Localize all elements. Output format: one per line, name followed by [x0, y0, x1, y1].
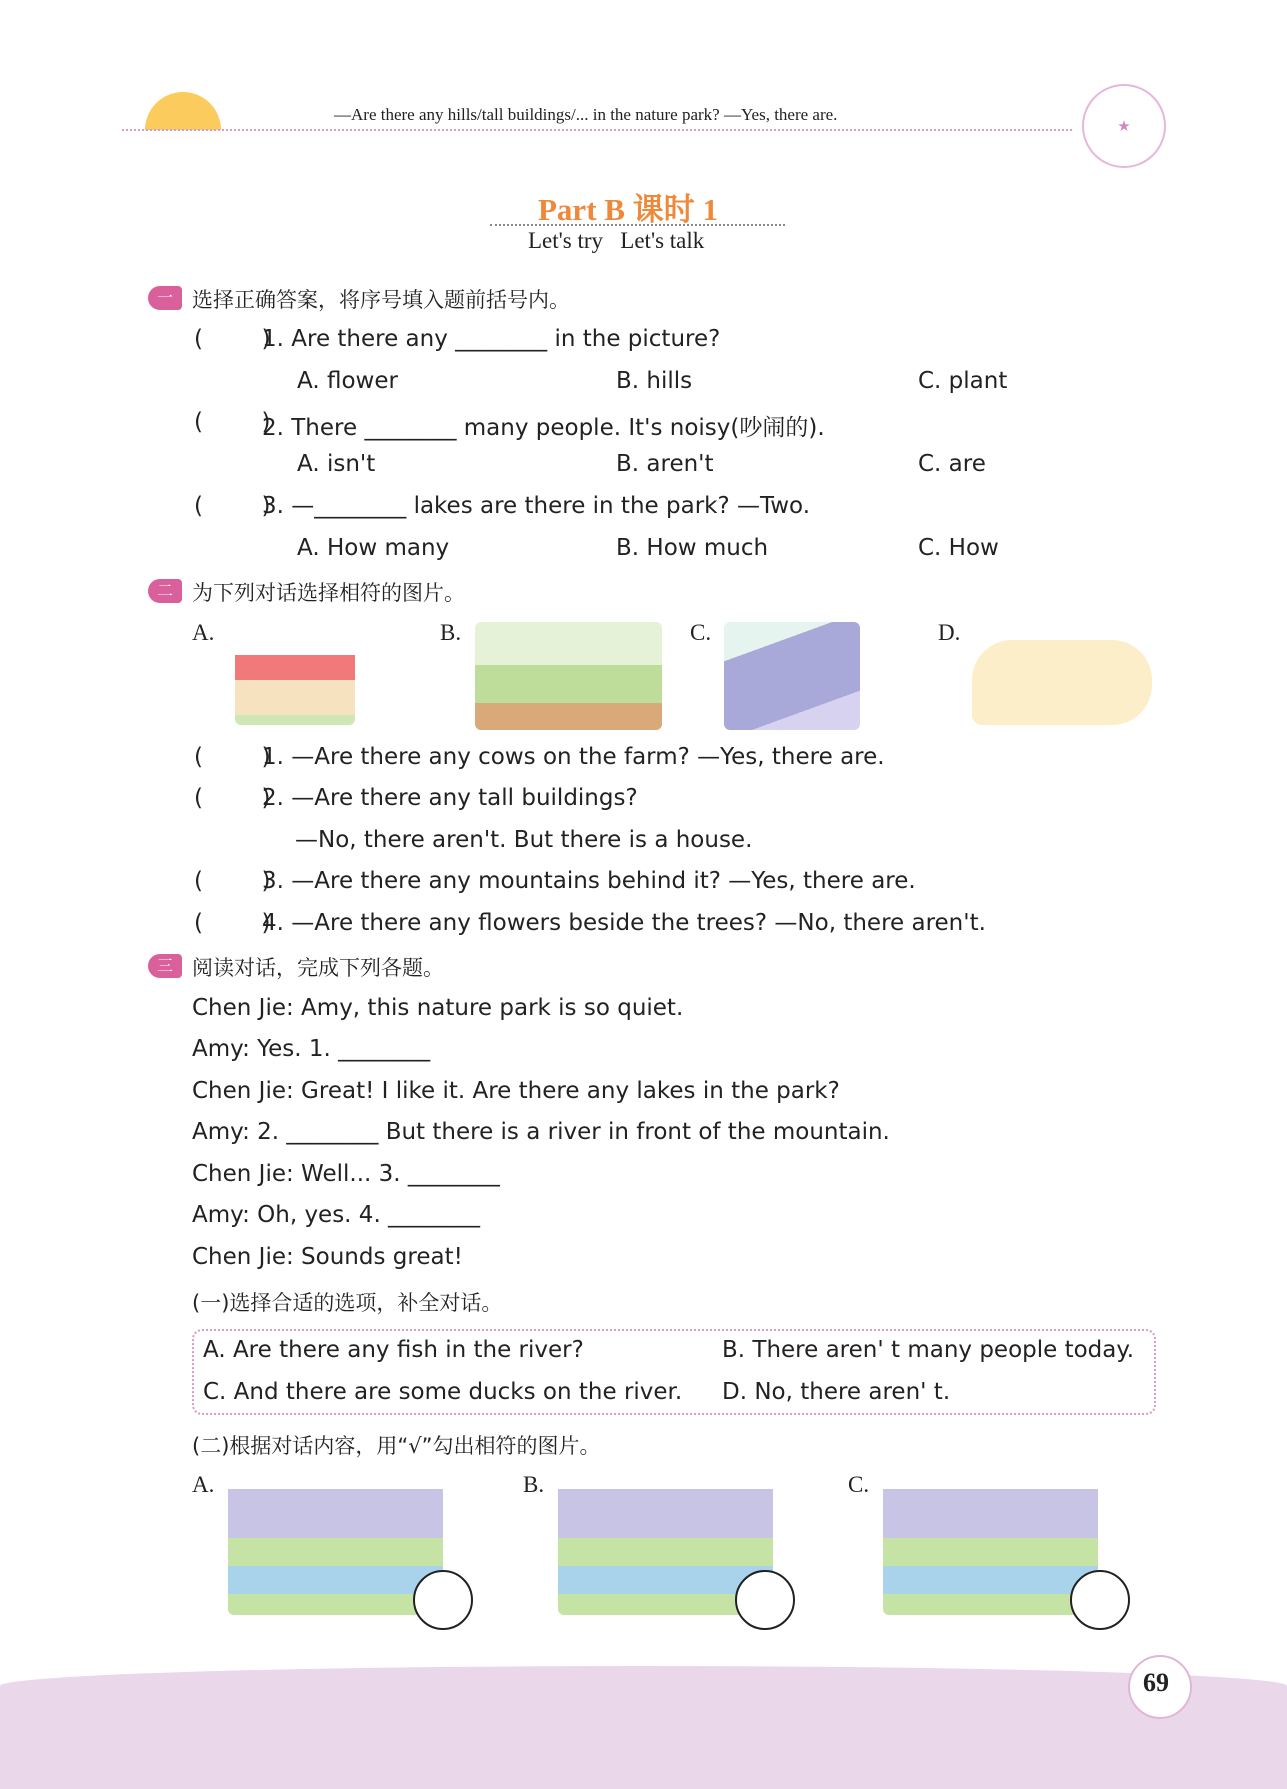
answer-paren[interactable]: ( )	[194, 409, 271, 435]
answer-paren[interactable]: ( )	[194, 868, 271, 894]
part-2-instruction: (二)根据对话内容，用“√”勾出相符的图片。	[192, 1434, 601, 1458]
option-b: B. hills	[616, 368, 693, 394]
mountains-picture	[724, 622, 860, 730]
picture-label-a: A.	[192, 1472, 215, 1497]
house-picture	[235, 625, 355, 725]
option-a: A. isn't	[297, 451, 376, 477]
picture-label-c: C.	[848, 1472, 870, 1497]
option-a: A. flower	[297, 368, 398, 394]
check-circle-c[interactable]	[1070, 1570, 1130, 1630]
question-1: 1. Are there any ________ in the picture?	[262, 326, 721, 352]
section-badge-1: 一	[148, 286, 182, 310]
picture-label-b: B.	[523, 1472, 545, 1497]
title-line	[490, 224, 785, 226]
answer-paren[interactable]: ( )	[194, 910, 271, 936]
header-sentence: —Are there any hills/tall buildings/... in the nature park? —Yes, there are.	[334, 105, 838, 124]
section-2-instruction: 为下列对话选择相符的图片。	[192, 581, 465, 605]
dialogue-line: Amy: Oh, yes. 4. ________	[192, 1202, 481, 1228]
answer-paren[interactable]: ( )	[194, 326, 271, 352]
choice-d: D. No, there aren' t.	[722, 1379, 951, 1405]
answer-paren[interactable]: ( )	[194, 744, 271, 770]
lesson-title: Part B 课时 1	[538, 192, 718, 227]
dialogue-line: Chen Jie: Well... 3. ________	[192, 1161, 500, 1187]
publisher-logo: ★	[1082, 84, 1166, 168]
river-picture-a	[228, 1475, 443, 1615]
choice-a: A. Are there any fish in the river?	[203, 1337, 584, 1363]
dialogue-line: Amy: 2. ________ But there is a river in front of the mountain.	[192, 1119, 890, 1145]
dialogue-line: Amy: Yes. 1. ________	[192, 1036, 431, 1062]
footer-wave	[0, 1666, 1287, 1789]
option-c: C. plant	[918, 368, 1008, 394]
option-b: B. aren't	[616, 451, 714, 477]
sun-icon	[145, 92, 221, 130]
lesson-subtitle: Let's try Let's talk	[528, 228, 705, 253]
match-item-2: 2. —Are there any tall buildings?	[262, 785, 638, 811]
farm-picture	[475, 622, 662, 730]
option-c: C. How	[918, 535, 999, 561]
part-1-instruction: (一)选择合适的选项，补全对话。	[192, 1291, 503, 1315]
section-1-instruction: 选择正确答案，将序号填入题前括号内。	[192, 288, 570, 312]
dialogue-line: Chen Jie: Sounds great!	[192, 1244, 463, 1270]
picture-label-b: B.	[440, 620, 462, 645]
section-badge-2: 二	[148, 579, 182, 603]
match-item-4: 4. —Are there any flowers beside the trees? —No, there aren't.	[262, 910, 986, 936]
match-item-1: 1. —Are there any cows on the farm? —Yes, there are.	[262, 744, 885, 770]
option-c: C. are	[918, 451, 986, 477]
picture-label-a: A.	[192, 620, 215, 645]
picture-label-d: D.	[938, 620, 961, 645]
answer-paren[interactable]: ( )	[194, 493, 271, 519]
option-a: A. How many	[297, 535, 450, 561]
choice-c: C. And there are some ducks on the river.	[203, 1379, 683, 1405]
dialogue-line: Chen Jie: Great! I like it. Are there any lakes in the park?	[192, 1078, 840, 1104]
check-circle-b[interactable]	[735, 1570, 795, 1630]
match-item-2-answer: —No, there aren't. But there is a house.	[295, 827, 753, 853]
page-number: 69	[1143, 1668, 1169, 1697]
trees-picture	[972, 640, 1152, 725]
header-line	[122, 129, 1072, 131]
picture-label-c: C.	[690, 620, 712, 645]
dialogue-line: Chen Jie: Amy, this nature park is so quiet.	[192, 995, 684, 1021]
section-badge-3: 三	[148, 954, 182, 978]
question-2: 2. There ________ many people. It's noisy(吵闹的).	[262, 415, 825, 441]
section-3-instruction: 阅读对话，完成下列各题。	[192, 956, 444, 980]
option-b: B. How much	[616, 535, 769, 561]
question-3: 3. —________ lakes are there in the park? —Two.	[262, 493, 811, 519]
match-item-3: 3. —Are there any mountains behind it? —Yes, there are.	[262, 868, 916, 894]
river-picture-c	[883, 1475, 1098, 1615]
check-circle-a[interactable]	[413, 1570, 473, 1630]
answer-paren[interactable]: ( )	[194, 785, 271, 811]
choice-b: B. There aren' t many people today.	[722, 1337, 1135, 1363]
